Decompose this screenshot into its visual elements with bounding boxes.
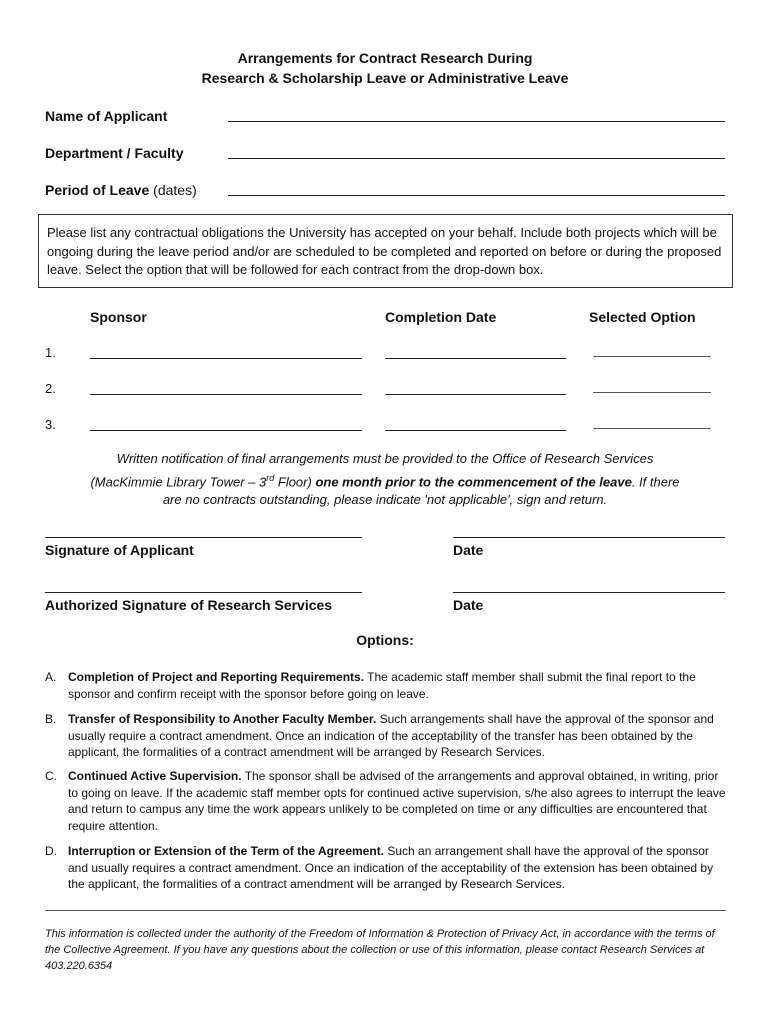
- completion-date-field-3[interactable]: [385, 430, 566, 431]
- option-letter: B.: [45, 712, 57, 726]
- option-dropdown-2[interactable]: [593, 392, 711, 393]
- sponsor-field-1[interactable]: [90, 358, 362, 359]
- row-number-1: 1.: [45, 345, 56, 360]
- option-text: The academic staff member shall submit the final report to the sponsor and confirm receipt with the sponsor before going on leave.: [68, 670, 696, 701]
- row-number-3: 3.: [45, 417, 56, 432]
- title-line-1: Arrangements for Contract Research During: [237, 50, 533, 66]
- period-label: [45, 182, 197, 198]
- option-text: Such arrangements shall have the approval of the sponsor and usually require a contract amendment. Once an indication of the acceptability of the transfer has been obtained by the applicant, the formalities of a contract amendment will be arranged by Research Services.: [68, 712, 714, 759]
- notice-text-2: Floor): [274, 473, 316, 489]
- period-label-main: Period of Leave: [45, 182, 150, 198]
- option-title: Interruption or Extension of the Term of the Agreement.: [68, 844, 385, 858]
- option-title: Continued Active Supervision.: [68, 769, 242, 783]
- title-line-2: Research & Scholarship Leave or Administrative Leave: [201, 70, 569, 86]
- notice-text-3: . If there are no contracts outstanding, please indicate 'not applicable', sign and return.: [162, 473, 680, 508]
- notice-emphasis: one month prior to the commencement of the leave: [315, 473, 632, 489]
- option-letter: C.: [45, 769, 57, 783]
- option-d: [45, 843, 730, 893]
- option-text: Such an arrangement shall have the approval of the sponsor and usually requires a contract amendment. Once an indication of the acceptability of the extension has been obtained by the applicant, the formalities of a contract amendment will be arranged by Research Services.: [68, 844, 714, 891]
- applicant-signature-field[interactable]: [45, 537, 362, 538]
- option-a: [45, 669, 730, 702]
- instructions-text: Please list any contractual obligations the University has accepted on your behalf. Include both projects which will be ongoing during the leave period and/or are scheduled to be completed and reported on before or during the proposed leave. Select the option that will be followed for each contract from the drop-down box.: [47, 225, 722, 277]
- department-label: Department / Faculty: [45, 145, 184, 161]
- research-signature-label: Authorized Signature of Research Services: [45, 597, 333, 613]
- name-label: Name of Applicant: [45, 108, 168, 124]
- instructions-box: [38, 214, 733, 288]
- applicant-date-field[interactable]: [453, 537, 725, 538]
- option-title: Transfer of Responsibility to Another Faculty Member.: [68, 712, 377, 726]
- sponsor-header: Sponsor: [90, 309, 147, 325]
- option-b: [45, 711, 730, 761]
- option-c: [45, 768, 730, 834]
- option-title: Completion of Project and Reporting Requirements.: [68, 670, 365, 684]
- privacy-footer: This information is collected under the authority of the Freedom of Information & Protection of Privacy Act, in accordance with the terms of the Collective Agreement. If you have any questions about the collection or use of this information, please contact Research Services at 403.220.6354: [45, 928, 715, 972]
- option-letter: D.: [45, 844, 57, 858]
- name-field[interactable]: [228, 121, 725, 122]
- period-label-note: (dates): [153, 182, 197, 198]
- footer-divider: [45, 910, 726, 911]
- notification-notice: [90, 450, 680, 510]
- selected-option-header: Selected Option: [589, 309, 696, 325]
- period-field[interactable]: [228, 195, 725, 196]
- completion-date-header: Completion Date: [385, 309, 497, 325]
- research-date-label: Date: [453, 597, 484, 613]
- option-text: The sponsor shall be advised of the arrangements and approval obtained, in writing, prior to going on leave. If the academic staff member opts for continued active supervision, s/he also agrees to interrupt the leave and return to campus any time the work appears unlikely to be completed on time or any difficulties are encountered that require attention.: [68, 769, 726, 833]
- completion-date-field-1[interactable]: [385, 358, 566, 359]
- sponsor-field-2[interactable]: [90, 394, 362, 395]
- notice-superscript: rd: [266, 472, 275, 483]
- applicant-signature-label: Signature of Applicant: [45, 542, 194, 558]
- option-letter: A.: [45, 670, 57, 684]
- option-dropdown-1[interactable]: [593, 356, 711, 357]
- applicant-date-label: Date: [453, 542, 484, 558]
- option-dropdown-3[interactable]: [593, 428, 711, 429]
- notice-text-1: Written notification of final arrangements must be provided to the Office of Research Services (MacKimmie Library Tower – 3: [90, 451, 654, 489]
- research-date-field[interactable]: [453, 592, 725, 593]
- form-title: [0, 48, 770, 88]
- sponsor-field-3[interactable]: [90, 430, 362, 431]
- row-number-2: 2.: [45, 381, 56, 396]
- department-field[interactable]: [228, 158, 725, 159]
- options-heading: Options:: [356, 632, 414, 648]
- completion-date-field-2[interactable]: [385, 394, 566, 395]
- research-signature-field[interactable]: [45, 592, 362, 593]
